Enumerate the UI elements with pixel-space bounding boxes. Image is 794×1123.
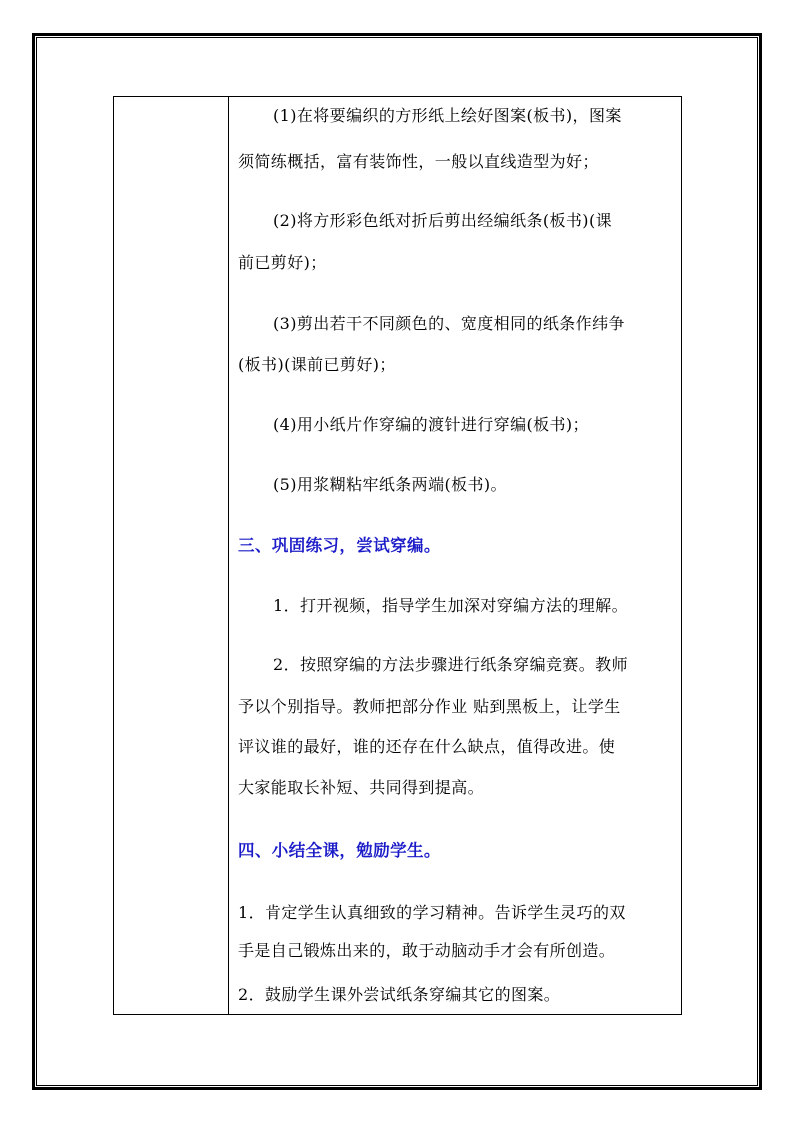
practice-2-line-3: 评议谁的最好，谁的还存在什么缺点，值得改进。使 xyxy=(238,737,616,756)
step-5-line-1: (5)用浆糊粘牢纸条两端(板书)。 xyxy=(273,475,507,494)
lesson-table xyxy=(113,96,682,1015)
table-left-column xyxy=(114,97,229,1014)
practice-1-line-1: 1．打开视频，指导学生加深对穿编方法的理解。 xyxy=(273,596,628,615)
step-1-line-2: 须简练概括，富有装饰性，一般以直线造型为好； xyxy=(238,152,599,171)
summary-2-line-1: 2．鼓励学生课外尝试纸条穿编其它的图案。 xyxy=(238,985,561,1004)
section-heading-3: 三、巩固练习，尝试穿编。 xyxy=(238,536,441,555)
summary-1-line-1: 1．肯定学生认真细致的学习精神。告诉学生灵巧的双 xyxy=(238,903,626,922)
step-1-line-1: (1)在将要编织的方形纸上绘好图案(板书)，图案 xyxy=(273,106,622,125)
step-2-line-2: 前已剪好)； xyxy=(238,253,327,272)
step-3-line-1: (3)剪出若干不同颜色的、宽度相同的纸条作纬争 xyxy=(273,314,625,333)
step-3-line-2: (板书)(课前已剪好)； xyxy=(238,355,396,374)
practice-2-line-4: 大家能取长补短、共同得到提高。 xyxy=(238,778,485,797)
practice-2-line-1: 2．按照穿编的方法步骤进行纸条穿编竞赛。教师 xyxy=(273,655,628,674)
step-2-line-1: (2)将方形彩色纸对折后剪出经编纸条(板书)(课 xyxy=(273,211,612,230)
summary-1-line-2: 手是自己锻炼出来的，敢于动脑动手才会有所创造。 xyxy=(238,941,616,960)
practice-2-line-2: 予以个别指导。教师把部分作业 贴到黑板上，让学生 xyxy=(238,697,621,716)
section-heading-4: 四、小结全课，勉励学生。 xyxy=(238,841,441,860)
step-4-line-1: (4)用小纸片作穿编的渡针进行穿编(板书)； xyxy=(273,415,589,434)
